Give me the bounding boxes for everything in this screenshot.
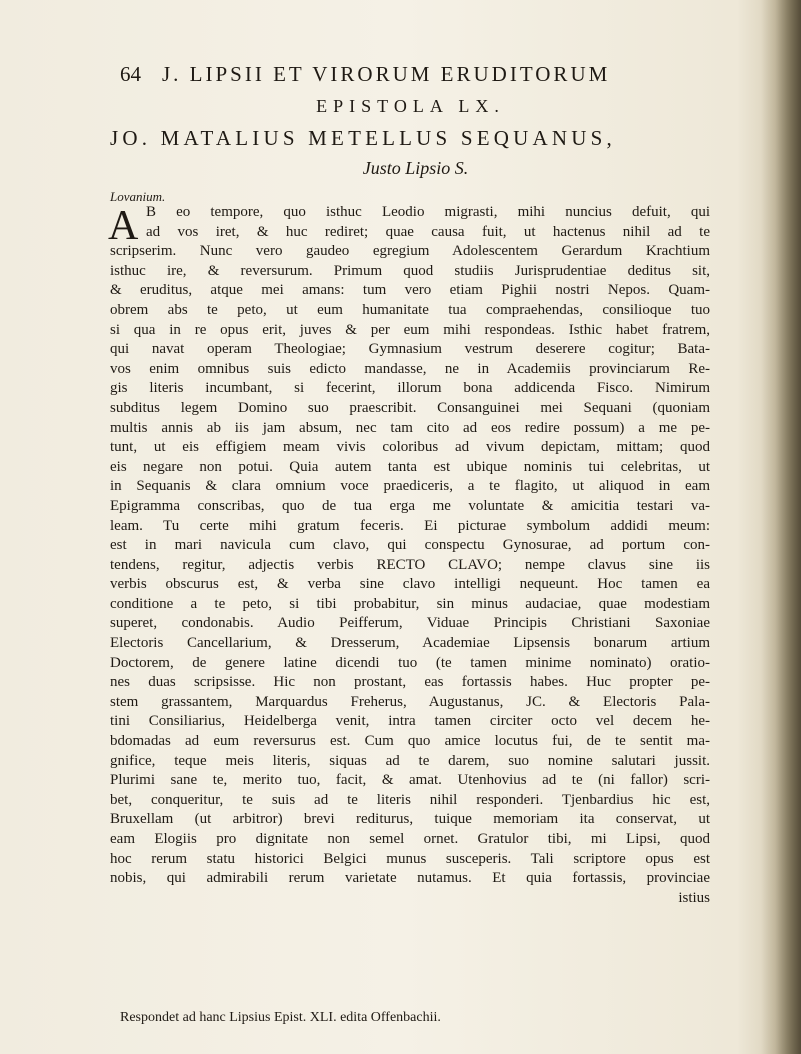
body-line: vos enim omnibus suis edicto mandasse, ne in Academiis provinciarum Re- xyxy=(110,360,710,377)
body-line: bet, conqueritur, te suis ad te literis nihil responderi. Tjenbardius hic est, xyxy=(110,791,710,808)
body-line: hoc rerum statu historici Belgici munus susceperis. Tali scriptore opus est xyxy=(110,850,710,867)
body-line: qui navat operam Theologiae; Gymnasium vestrum deserere cogitur; Bata- xyxy=(110,341,710,358)
body-line: in Sequanis & clara omnium voce praediceris, a te flagito, ut aliquod in eam xyxy=(110,478,710,495)
place-line: Lovanium. xyxy=(110,189,166,204)
body-line: stem grassantem, Marquardus Freherus, Augustanus, JC. & Electoris Pala- xyxy=(110,693,710,710)
running-title: J. LIPSII ET VIRORUM ERUDITORUM xyxy=(162,62,611,86)
body-line: eis negare non potui. Quia autem tanta est ubique nominis tui celebritas, ut xyxy=(110,458,710,475)
body-line: Plurimi sane te, merito tuo, facit, & amat. Utenhovius ad te (ni fallor) scri- xyxy=(110,772,710,789)
body-line: obrem abs te peto, ut eum humanitate tua compraehendas, consilioque tuo xyxy=(110,301,710,318)
body-line: & eruditus, atque mei amans: tum vero etiam Pighii nostri Nepos. Quam- xyxy=(110,282,710,299)
body-line: ad vos iret, & huc rediret; quae causa fuit, ut hactenus nihil ad te xyxy=(146,223,710,240)
drop-capital: A xyxy=(108,203,139,249)
footnote: Respondet ad hanc Lipsius Epist. XLI. edita Offenbachii. xyxy=(120,1010,441,1025)
body-line: Electoris Cancellarium, & Dresserum, Academiae Lipsensis bonarum artium xyxy=(110,635,710,652)
page-number: 64 xyxy=(120,62,141,86)
body-line: isthuc ire, & reversurum. Primum quod studiis Jurisprudentiae deditus sit, xyxy=(110,262,710,279)
body-line: nobis, qui admirabili rerum varietate nutamus. Et quia fortassis, provinciae xyxy=(110,870,710,887)
body-line: multis annis ab iis jam absum, nec tam cito ad eos redire possum) a me pe- xyxy=(110,419,710,436)
body-line: eam Elogiis pro dignitate non semel ornet. Gratulor tibi, mi Lipsi, quod xyxy=(110,831,710,847)
body-line: si qua in re opus erit, juves & per eum mihi respondeas. Isthic habet fratrem, xyxy=(110,321,710,338)
addressee-line: Justo Lipsio S. xyxy=(362,158,469,178)
body-line: tendens, regitur, adjectis verbis RECTO CLAVO; nempe clavus sine iis xyxy=(110,556,710,573)
body-line: conditione a te peto, si tibi probabitur, sin minus audaciae, quae modestiam xyxy=(110,595,710,612)
body-line: est in mari navicula cum clavo, qui conspectu Gynosurae, ad portum con- xyxy=(110,537,710,554)
body-line: scripserim. Nunc vero gaudeo egregium Adolescentem Gerardum Krachtium xyxy=(110,243,710,260)
body-line: tini Consiliarius, Heidelberga venit, intra tamen circiter octo vel decem he- xyxy=(110,713,710,730)
body-line: leam. Tu certe mihi gratum feceris. Ei picturae symbolum addidi meum: xyxy=(110,517,710,534)
body-line: tunt, ut eis effigiem meam vivis coloribus ad vivum depictam, mittam; quod xyxy=(110,439,710,456)
body-line: nes duas scripsisse. Hic non prostant, eas fortassis habes. Huc propter pe- xyxy=(110,674,710,691)
body-line: verbis obscurus est, & verba sine clavo intelligi nequeunt. Hoc tamen ea xyxy=(110,576,710,593)
running-head xyxy=(120,62,700,88)
epistola-heading: EPISTOLA LX. xyxy=(316,96,505,116)
body-line: Bruxellam (ut arbitror) brevi rediturus, tuique memoriam ita conservat, ut xyxy=(110,811,710,828)
body-line: Doctorem, de genere latine dicendi tuo (te tamen minime nominato) oratio- xyxy=(110,654,710,671)
letter-body xyxy=(110,203,710,908)
body-line: B eo tempore, quo isthuc Leodio migrasti, mihi nuncius defuit, qui xyxy=(146,204,710,220)
author-line: JO. MATALIUS METELLUS SEQUANUS, xyxy=(110,126,616,150)
body-line: superet, condonabis. Audio Peifferum, Viduae Principis Christiani Saxoniae xyxy=(110,615,710,632)
body-line: subditus legem Domino suo praescribit. Consanguinei mei Sequani (quoniam xyxy=(110,399,710,416)
body-line: gnifice, teque meis literis, siquas ad te darem, suo nomine salutari jussit. xyxy=(110,752,710,769)
body-line: Epigramma conscribas, quo de tua erga me voluntate & amicitia testari va- xyxy=(110,497,710,514)
body-line: istius xyxy=(678,889,710,906)
body-line: gis literis incumbant, si fecerint, illorum bona addicenda Fisco. Nimirum xyxy=(110,380,710,397)
body-line: bdomadas ad eum reversurus est. Cum quo amice locutus fui, de te sentit ma- xyxy=(110,733,710,750)
